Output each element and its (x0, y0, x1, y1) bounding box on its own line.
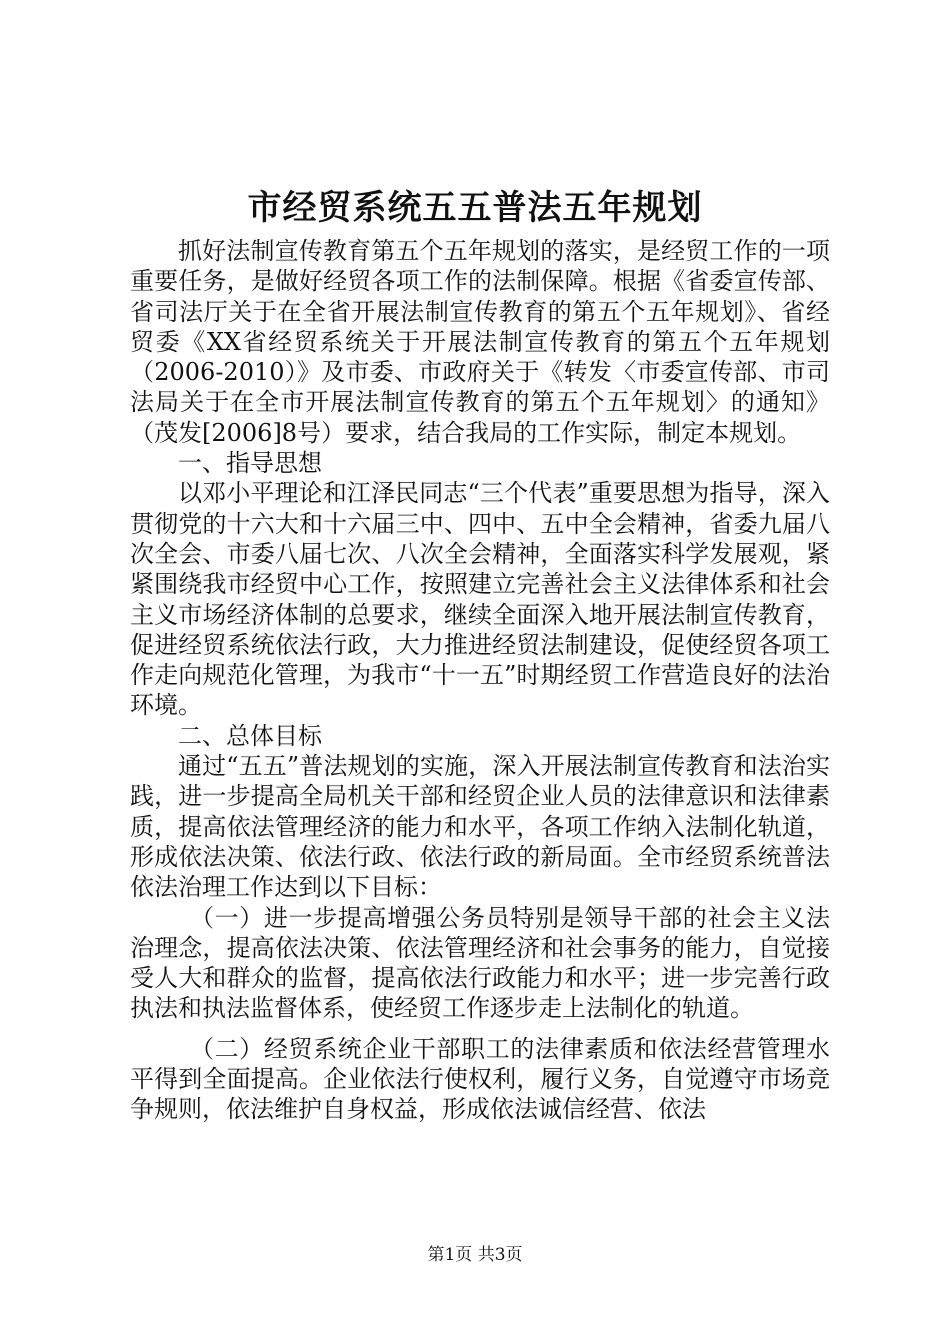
page-number-footer: 第1页 共3页 (427, 1245, 523, 1265)
document-title: 市经贸系统五五普法五年规划 (247, 188, 703, 228)
intro-paragraph: 抓好法制宣传教育第五个五年规划的落实，是经贸工作的一项重要任务，是做好经贸各项工作的法制保障。根据《省委宣传部、省司法厅关于在全省开展法制宣传教育的第五个五年规划》、省经贸委《XX省经贸系统关于开展法制宣传教育的第五个五年规划（2006-2010）》及市委、市政府关于《转发〈市委宣传部、市司法局关于在全市开展法制宣传教育的第五个五年规划〉的通知》（茂发[2006]8号）要求，结合我局的工作实际，制定本规划。 (130, 237, 830, 447)
guiding-ideology-paragraph: 以邓小平理论和江泽民同志“三个代表”重要思想为指导，深入贯彻党的十六大和十六届三中、四中、五中全会精神，省委九届八次全会、市委八届七次、八次全会精神，全面落实科学发展观，紧紧围绕我市经贸中心工作，按照建立完善社会主义法律体系和社会主义市场经济体制的总要求，继续全面深入地开展法制宣传教育，促进经贸系统依法行政，大力推进经贸法制建设，促使经贸各项工作走向规范化管理，为我市“十一五”时期经贸工作营造良好的法治环境。 (130, 479, 830, 720)
overall-goals-paragraph: 通过“五五”普法规划的实施，深入开展法制宣传教育和法治实践，进一步提高全局机关干部和经贸企业人员的法律意识和法律素质，提高依法管理经济的能力和水平，各项工作纳入法制化轨道，形成依法决策、依法行政、依法行政的新局面。全市经贸系统普法依法治理工作达到以下目标： (130, 752, 830, 902)
document-body (130, 236, 830, 1125)
section-heading-guiding-ideology: 一、指导思想 (178, 449, 322, 478)
goal-item-1: （一）进一步提高增强公务员特别是领导干部的社会主义法治理念，提高依法决策、依法管理经济和社会事务的能力，自觉接受人大和群众的监督，提高依法行政能力和水平；进一步完善行政执法和执法监督体系，使经贸工作逐步走上法制化的轨道。 (130, 903, 830, 1023)
section-heading-overall-goals: 二、总体目标 (178, 721, 322, 750)
goal-item-2: （二）经贸系统企业干部职工的法律素质和依法经营管理水平得到全面提高。企业依法行使权利，履行义务，自觉遵守市场竞争规则，依法维护自身权益，形成依法诚信经营、依法 (130, 1034, 830, 1124)
